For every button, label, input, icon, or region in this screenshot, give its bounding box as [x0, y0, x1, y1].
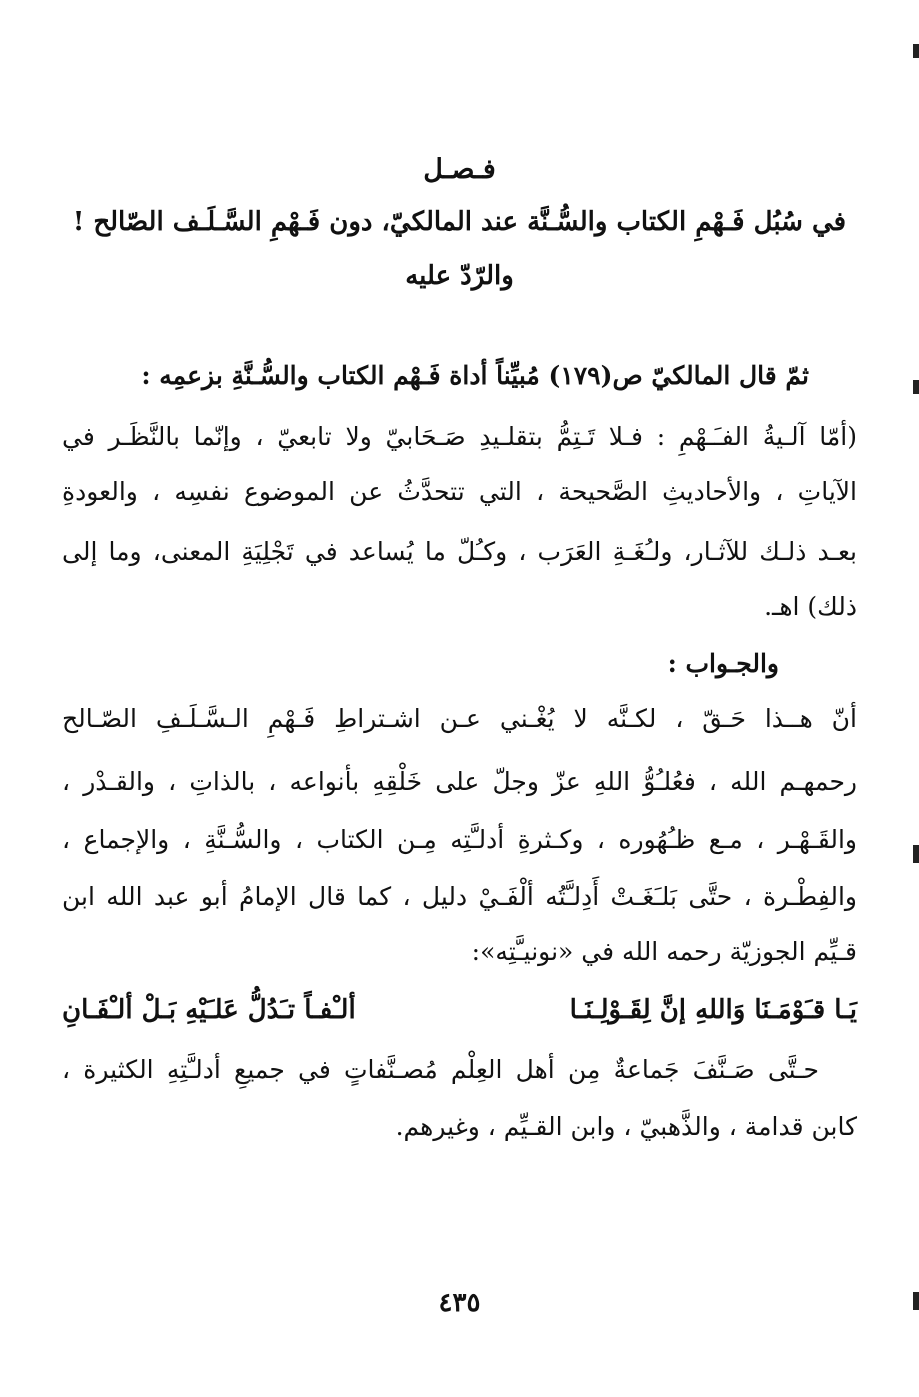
poetry-verse	[62, 986, 857, 1034]
paragraph-line: كابن قدامة ، والذَّهبيّ ، وابن القـيِّم ، وغيرهم.	[395, 1112, 857, 1141]
paragraph-line: ثمّ قال المالكيّ ص(١٧٩) مُبيِّناً أداة فَـهْم الكتاب والسُّـنَّةِ بزعمِه :	[141, 361, 809, 390]
quote-line: (أمّا آلـيةُ الفـَـهْمِ : فـلا تَـتِمُّ بتقلـيدِ صَـحَابيّ ولا تابعيّ ، وإنّما بالنَّظَـر في	[62, 422, 857, 451]
verse-second-hemistich: ألـْفـاً تـَدُلُّ عَلـَيْهِ بَـلْ ألـْفَـانِ	[62, 995, 356, 1025]
scan-edge-mark	[913, 44, 919, 58]
verse-first-hemistich: يَـا قـَوْمَـنَا وَاللهِ إنَّ لِقَـوْلِـنَـا	[569, 995, 857, 1025]
section-title: فـصـل	[423, 154, 496, 185]
quote-line: بعـد ذلـك للآثـار، ولـُغَـةِ العَرَب ، وكـُلّ ما يُساعد في تَجْلِيَةِ المعنى، وما إلى	[62, 537, 857, 566]
paragraph-line: رحمهـم الله ، فعُلـُوُّ اللهِ عزّ وجلّ على خَلْقِهِ بأنواعه ، بالذاتِ ، والقـدْر ،	[62, 767, 857, 796]
paragraph-line: حـتَّى صَـنَّفَ جَماعةٌ مِن أهل العِلْم مُصـنَّفاتٍ في جميعِ أدلـَّتِهِ الكثيرة ،	[62, 1055, 819, 1084]
section-subtitle-line-2: والرّدّ عليه	[405, 261, 514, 291]
page-number: ٤٣٥	[438, 1288, 481, 1318]
quote-line: الآياتِ ، والأحاديثِ الصَّحيحة ، التي تتحدَّثُ عن الموضوع نفسِه ، والعودةِ	[62, 477, 857, 506]
paragraph-line: أنّ هــذا حَـقّ ، لكـنَّه لا يُغْـني عـن اشـتراطِ فَـهْمِ الـسَّـلَـفِ الصّـالح	[62, 704, 857, 733]
section-subtitle-line-1: في سُبُل فَـهْمِ الكتاب والسُّـنَّة عند المالكيّ، دون فَـهْمِ السَّـلَـف الصّالح !	[72, 207, 847, 237]
paragraph-line: والقَـهْـر ، مـع ظـُهُوره ، وكـثرةِ أدلـَّتِه مِـن الكتاب ، والسُّـنَّةِ ، والإجماع ،	[62, 825, 857, 854]
answer-heading: والجـواب :	[667, 649, 779, 678]
paragraph-line: والفِطْـرة ، حتَّى بَلـَغَـتْ أَدِلـَّتُه ألْفَـيْ دليل ، كما قال الإمامُ أبو عبد الله ابن	[62, 882, 858, 911]
scan-edge-mark	[913, 1292, 919, 1310]
quote-line: ذلك) اهـ.	[764, 592, 857, 621]
paragraph-line: قـيِّم الجوزيّة رحمه الله في «نونيـَّتِه»:	[471, 937, 857, 966]
scan-edge-mark	[913, 380, 919, 394]
scan-edge-mark	[913, 845, 919, 863]
